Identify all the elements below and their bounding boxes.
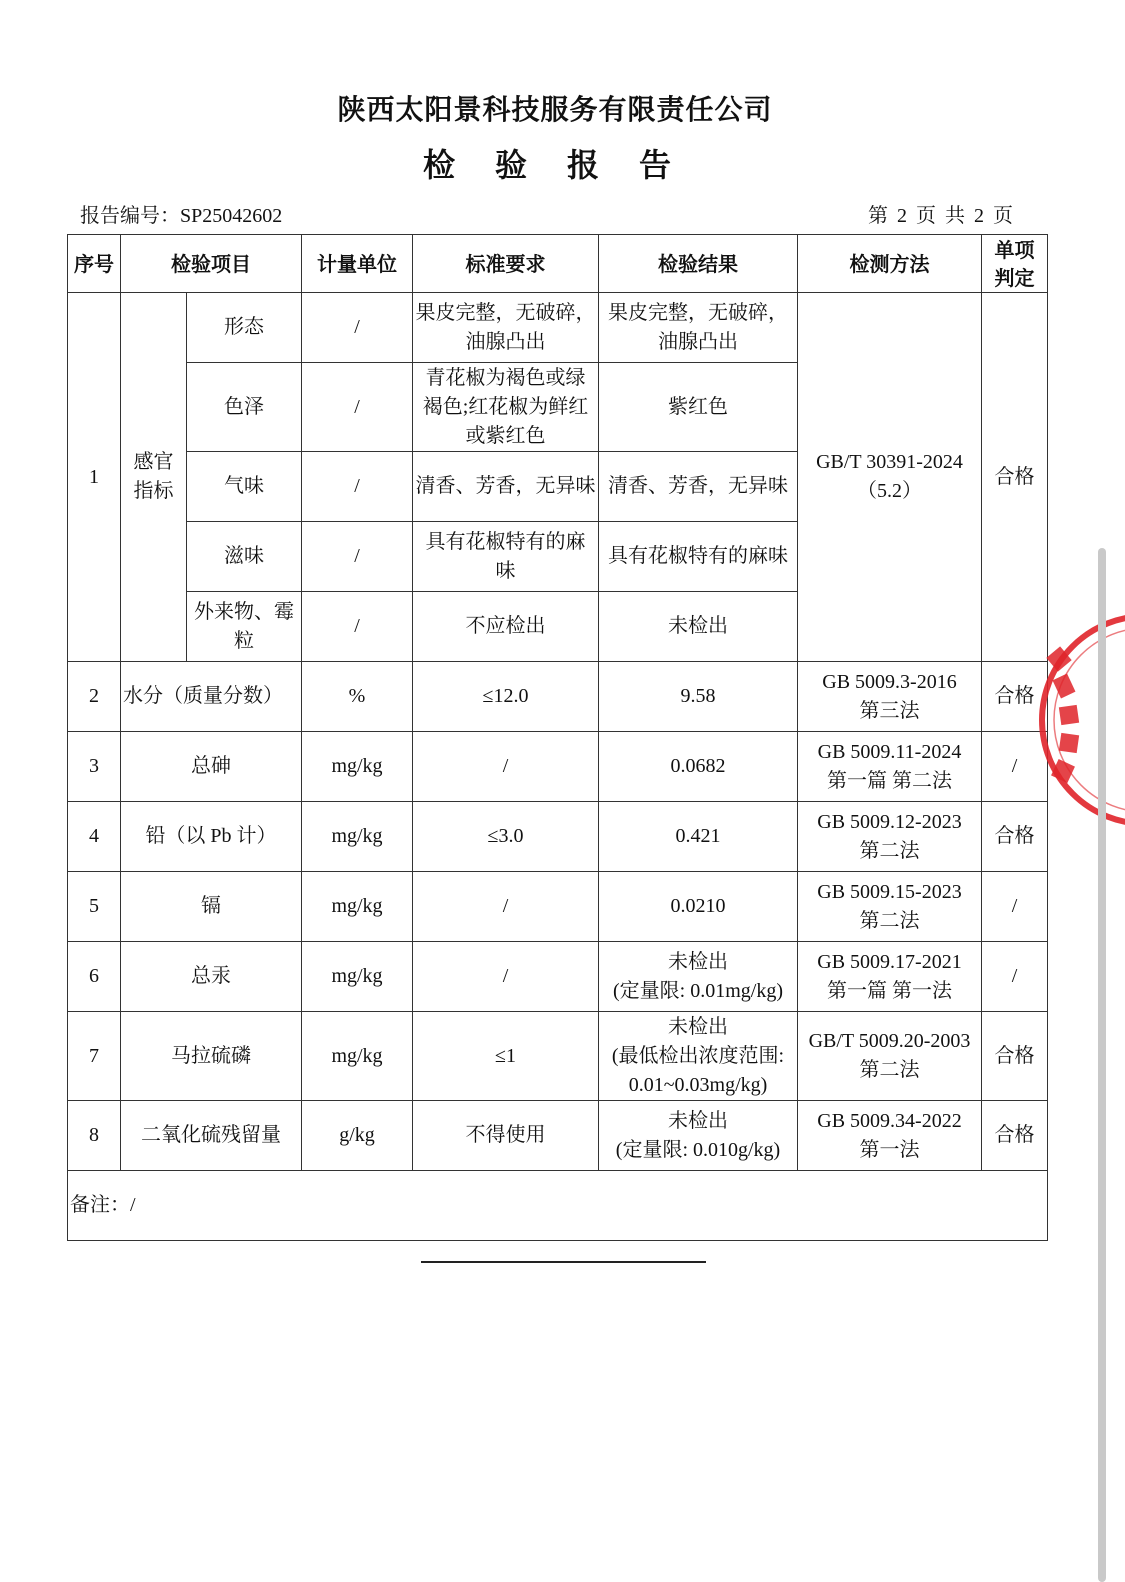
unit-cell: mg/kg [302, 942, 413, 1012]
item-cell: 铅（以 Pb 计） [121, 802, 302, 872]
result-cell: 0.421 [599, 802, 798, 872]
header-method: 检测方法 [798, 235, 982, 293]
standard-cell: ≤12.0 [413, 662, 599, 732]
standard-cell: / [413, 732, 599, 802]
item-cell: 色泽 [187, 363, 302, 452]
unit-cell: / [302, 452, 413, 522]
standard-cell: 不应检出 [413, 592, 599, 662]
sensory-group-cell: 感官 指标 [121, 293, 187, 662]
method-cell: GB 5009.34-2022 第一法 [798, 1101, 982, 1171]
result-cell: 未检出 (定量限: 0.010g/kg) [599, 1101, 798, 1171]
table-row [68, 732, 1048, 802]
remark-row [68, 1171, 1048, 1241]
item-cell: 总汞 [121, 942, 302, 1012]
seq-cell: 4 [68, 802, 121, 872]
table-row [68, 293, 1048, 363]
method-cell: GB/T 30391-2024 （5.2） [798, 293, 982, 662]
unit-cell: mg/kg [302, 732, 413, 802]
standard-cell: / [413, 872, 599, 942]
unit-cell: mg/kg [302, 872, 413, 942]
unit-cell: / [302, 293, 413, 363]
item-cell: 滋味 [187, 522, 302, 592]
seq-cell: 5 [68, 872, 121, 942]
header-unit: 计量单位 [302, 235, 413, 293]
judge-cell: 合格 [982, 662, 1048, 732]
header-seq: 序号 [68, 235, 121, 293]
standard-cell: 青花椒为褐色或绿 褐色;红花椒为鲜红 或紫红色 [413, 363, 599, 452]
result-cell: 未检出 (定量限: 0.01mg/kg) [599, 942, 798, 1012]
unit-cell: g/kg [302, 1101, 413, 1171]
seq-cell: 1 [68, 293, 121, 662]
header-result: 检验结果 [599, 235, 798, 293]
seq-cell: 6 [68, 942, 121, 1012]
standard-cell: ≤3.0 [413, 802, 599, 872]
report-number: 报告编号：SP25042602 [80, 205, 283, 227]
item-cell: 二氧化硫残留量 [121, 1101, 302, 1171]
result-cell: 未检出 (最低检出浓度范围: 0.01~0.03mg/kg) [599, 1012, 798, 1101]
standard-cell: 清香、芳香，无异味 [413, 452, 599, 522]
judge-cell: 合格 [982, 802, 1048, 872]
unit-cell: mg/kg [302, 802, 413, 872]
table-row [68, 872, 1048, 942]
seq-cell: 7 [68, 1012, 121, 1101]
judge-cell: 合格 [982, 293, 1048, 662]
company-name: 陕西太阳景科技服务有限责任公司 [337, 95, 773, 126]
table-row [68, 1101, 1048, 1171]
method-cell: GB 5009.12-2023 第二法 [798, 802, 982, 872]
result-cell: 果皮完整，无破碎， 油腺凸出 [599, 293, 798, 363]
result-cell: 未检出 [599, 592, 798, 662]
standard-cell: 果皮完整，无破碎， 油腺凸出 [413, 293, 599, 363]
result-cell: 紫红色 [599, 363, 798, 452]
table-row [68, 1012, 1048, 1101]
result-cell: 0.0210 [599, 872, 798, 942]
result-cell: 具有花椒特有的麻味 [599, 522, 798, 592]
standard-cell: / [413, 942, 599, 1012]
header-judge: 单项 判定 [982, 235, 1048, 293]
header-standard: 标准要求 [413, 235, 599, 293]
standard-cell: 不得使用 [413, 1101, 599, 1171]
end-line [421, 1261, 706, 1263]
judge-cell: / [982, 732, 1048, 802]
table-row [68, 662, 1048, 732]
method-cell: GB 5009.15-2023 第二法 [798, 872, 982, 942]
unit-cell: / [302, 592, 413, 662]
judge-cell: 合格 [982, 1101, 1048, 1171]
method-cell: GB 5009.3-2016 第三法 [798, 662, 982, 732]
item-cell: 水分（质量分数） [121, 662, 302, 732]
seq-cell: 3 [68, 732, 121, 802]
item-cell: 马拉硫磷 [121, 1012, 302, 1101]
result-cell: 清香、芳香，无异味 [599, 452, 798, 522]
seq-cell: 2 [68, 662, 121, 732]
header-row [68, 235, 1048, 293]
table-row [68, 942, 1048, 1012]
method-cell: GB/T 5009.20-2003 第二法 [798, 1012, 982, 1101]
table-row [68, 802, 1048, 872]
scrollbar[interactable] [1098, 548, 1106, 1582]
unit-cell: mg/kg [302, 1012, 413, 1101]
method-cell: GB 5009.11-2024 第一篇 第二法 [798, 732, 982, 802]
item-cell: 总砷 [121, 732, 302, 802]
official-seal-stamp [1036, 610, 1125, 830]
item-cell: 外来物、霉 粒 [187, 592, 302, 662]
method-cell: GB 5009.17-2021 第一篇 第一法 [798, 942, 982, 1012]
judge-cell: / [982, 872, 1048, 942]
standard-cell: ≤1 [413, 1012, 599, 1101]
inspection-table [67, 234, 1048, 1241]
page-info: 第 2 页 共 2 页 [868, 205, 1013, 227]
seq-cell: 8 [68, 1101, 121, 1171]
report-title: 检 验 报 告 [422, 147, 687, 183]
unit-cell: / [302, 363, 413, 452]
unit-cell: % [302, 662, 413, 732]
judge-cell: / [982, 942, 1048, 1012]
unit-cell: / [302, 522, 413, 592]
standard-cell: 具有花椒特有的麻 味 [413, 522, 599, 592]
result-cell: 0.0682 [599, 732, 798, 802]
header-item: 检验项目 [121, 235, 302, 293]
item-cell: 气味 [187, 452, 302, 522]
judge-cell: 合格 [982, 1012, 1048, 1101]
result-cell: 9.58 [599, 662, 798, 732]
item-cell: 镉 [121, 872, 302, 942]
item-cell: 形态 [187, 293, 302, 363]
remark-cell: 备注：/ [68, 1171, 1048, 1241]
